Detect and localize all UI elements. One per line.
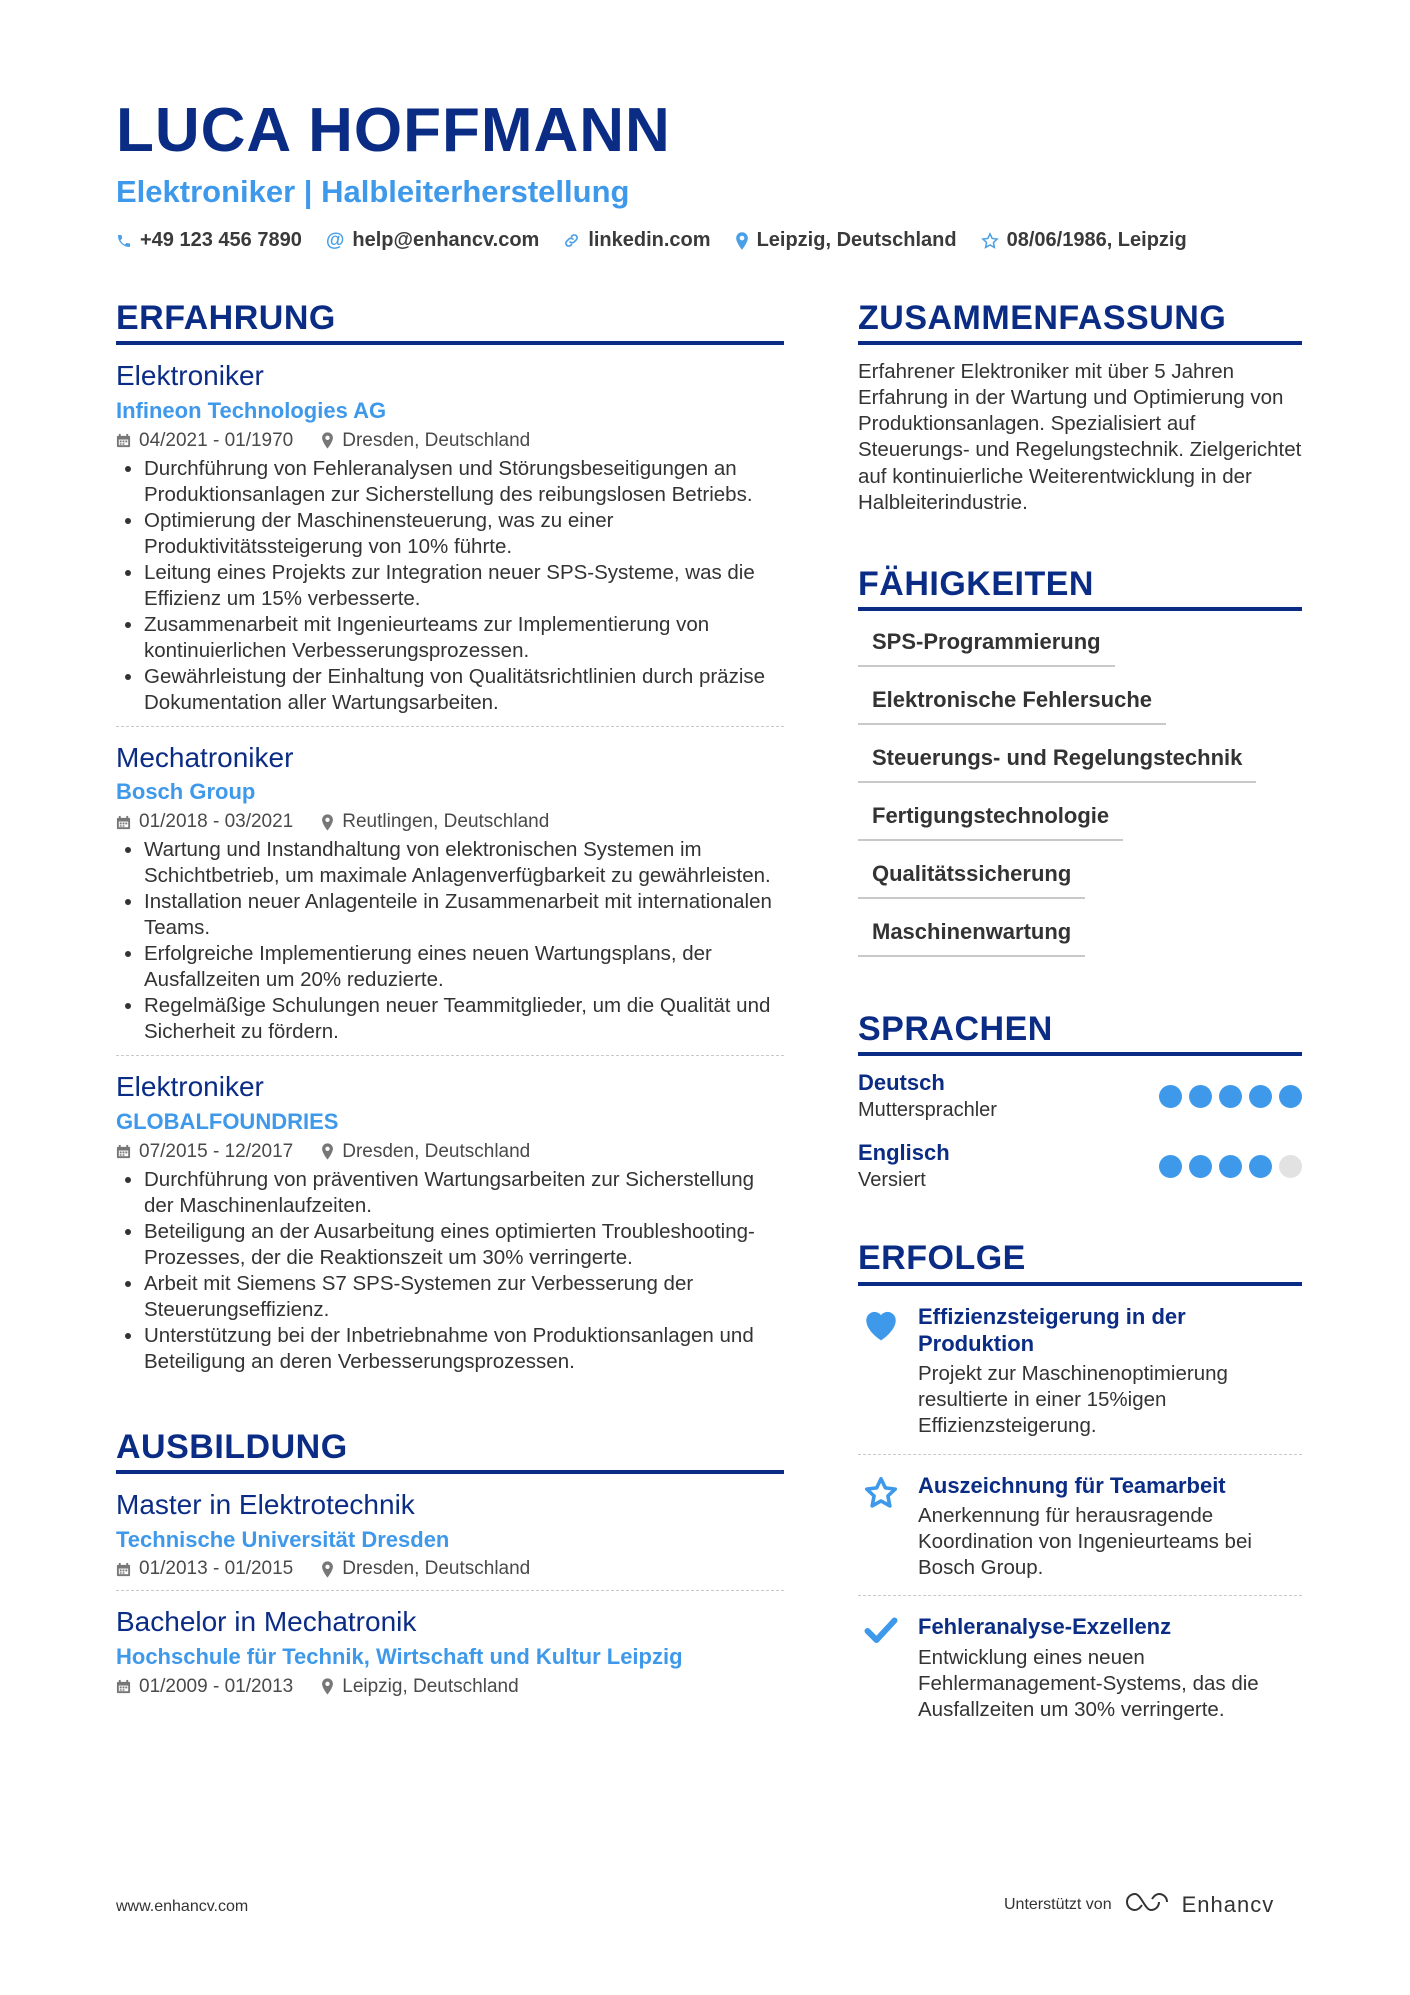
skills-list: [858, 625, 1302, 957]
job-location: [321, 1141, 530, 1163]
rating-dot-filled: [1249, 1085, 1272, 1108]
skill-tag: Elektronische Fehlersuche: [858, 683, 1166, 725]
experience-entry: [116, 359, 784, 727]
language-item: [858, 1140, 1302, 1192]
education-dates: [116, 1676, 293, 1698]
language-item: [858, 1070, 1302, 1122]
education-entry: [116, 1605, 784, 1707]
job-dates-text: 01/2018 - 03/2021: [139, 811, 294, 833]
location-pin-icon: [321, 814, 334, 831]
calendar-icon: [116, 815, 131, 830]
contact-email[interactable]: [326, 229, 539, 252]
summary-text: Erfahrener Elektroniker mit über 5 Jahren Erfahrung in der Wartung und Optimierung von Produktionsanlagen. Spezialisiert auf Steuerungs- und Regelungstechnik. Zielgerichtet auf kontinuierliche Weiterentwicklung in der Halbleiterindustrie.: [858, 360, 1302, 514]
education-location: [321, 1558, 530, 1580]
education-dates-text: 01/2013 - 01/2015: [139, 1558, 294, 1580]
job-meta: [116, 811, 784, 833]
link-icon: [563, 232, 580, 249]
achievement-title: Effizienzsteigerung in der Produktion: [918, 1303, 1186, 1356]
rating-dot-filled: [1249, 1155, 1272, 1178]
check-icon: [858, 1614, 904, 1723]
left-column: [116, 300, 784, 1722]
rating-dot-filled: [1189, 1085, 1212, 1108]
bullet: • Optimierung der Maschinensteuerung, was zu einer Produktivitätssteigerung von 10% führte.: [144, 508, 784, 560]
experience-heading: ERFAHRUNG: [116, 300, 784, 345]
experience-entry: [116, 741, 784, 1056]
star-icon: [858, 1473, 904, 1582]
language-level: Versiert: [858, 1169, 926, 1192]
languages-heading: SPRACHEN: [858, 1011, 1302, 1056]
email-text: help@enhancv.com: [352, 229, 540, 251]
education-location-text: Dresden, Deutschland: [342, 1558, 531, 1580]
language-rating: [1159, 1155, 1302, 1178]
achievements-heading: ERFOLGE: [858, 1240, 1302, 1285]
location-pin-icon: [735, 232, 749, 250]
linkedin-text: linkedin.com: [588, 229, 711, 251]
job-location-text: Dresden, Deutschland: [342, 429, 531, 451]
bullet: • Beteiligung an der Ausarbeitung eines optimierten Troubleshooting-Prozesses, der die Reaktionszeit um 30% verringerte.: [144, 1219, 784, 1271]
rating-dot-filled: [1219, 1155, 1242, 1178]
language-level: Muttersprachler: [858, 1099, 997, 1122]
powered-by-text: Unterstützt von: [1004, 1895, 1112, 1913]
brand-name: Enhancv: [1181, 1891, 1275, 1917]
achievement-item: [858, 1300, 1302, 1455]
achievement-item: [858, 1610, 1302, 1737]
calendar-icon: [116, 1562, 131, 1577]
degree: Bachelor in Mechatronik: [116, 1606, 417, 1638]
job-meta: [116, 430, 784, 452]
contact-bar: [116, 229, 1187, 252]
candidate-title: Elektroniker | Halbleiterherstellung: [116, 174, 630, 209]
job-dates: [116, 1141, 293, 1163]
rating-dot-filled: [1189, 1155, 1212, 1178]
rating-dot-filled: [1219, 1085, 1242, 1108]
education-dates: [116, 1558, 293, 1580]
contact-phone[interactable]: [116, 229, 302, 252]
achievement-desc: Projekt zur Maschinenoptimierung resultierte in einer 15%igen Effizienzsteigerung.: [918, 1362, 1228, 1438]
job-bullets: [116, 1167, 784, 1375]
job-meta: [116, 1141, 784, 1163]
job-location-text: Reutlingen, Deutschland: [342, 811, 550, 833]
phone-icon: [116, 233, 132, 249]
job-location: [321, 811, 549, 833]
bullet: • Installation neuer Anlagenteile in Zusammenarbeit mit internationalen Teams.: [144, 889, 784, 941]
job-location-text: Dresden, Deutschland: [342, 1140, 531, 1162]
education-meta: [116, 1676, 784, 1698]
achievement-desc: Anerkennung für herausragende Koordination von Ingenieurteams bei Bosch Group.: [918, 1504, 1252, 1580]
skills-heading: FÄHIGKEITEN: [858, 566, 1302, 611]
language-rating: [1159, 1085, 1302, 1108]
skill-tag: Fertigungstechnologie: [858, 799, 1123, 841]
achievement-item: [858, 1469, 1302, 1597]
bullet: • Regelmäßige Schulungen neuer Teammitglieder, um die Qualität und Sicherheit zu fördern.: [144, 993, 784, 1045]
calendar-icon: [116, 1144, 131, 1159]
bullet: • Durchführung von präventiven Wartungsarbeiten zur Sicherstellung der Maschinenlaufzeiten.: [144, 1167, 784, 1219]
right-column: [858, 300, 1302, 1751]
job-location: [321, 430, 530, 452]
bullet: • Durchführung von Fehleranalysen und Störungsbeseitigungen an Produktionsanlagen zur Sicherstellung des reibungslosen Betriebs.: [144, 456, 784, 508]
location-pin-icon: [321, 1678, 334, 1695]
star-outline-icon: [981, 232, 999, 250]
experience-entry: [116, 1070, 784, 1384]
job-company: Bosch Group: [116, 779, 256, 805]
bullet: • Zusammenarbeit mit Ingenieurteams zur Implementierung von kontinuierlichen Verbesserungsprozessen.: [144, 612, 784, 664]
achievement-title: Fehleranalyse-Exzellenz: [918, 1614, 1172, 1640]
rating-dot-empty: [1279, 1155, 1302, 1178]
education-dates-text: 01/2009 - 01/2013: [139, 1675, 294, 1697]
contact-birth: [981, 229, 1187, 252]
language-name: Deutsch: [858, 1070, 945, 1096]
bullet: • Leitung eines Projekts zur Integration neuer SPS-Systeme, was die Effizienz um 15% verbesserte.: [144, 560, 784, 612]
footer-website[interactable]: www.enhancv.com: [116, 1898, 249, 1915]
job-dates: [116, 811, 293, 833]
summary-heading: ZUSAMMENFASSUNG: [858, 300, 1302, 345]
degree: Master in Elektrotechnik: [116, 1489, 415, 1521]
education-location-text: Leipzig, Deutschland: [342, 1675, 519, 1697]
bullet: • Erfolgreiche Implementierung eines neuen Wartungsplans, der Ausfallzeiten um 20% reduzierte.: [144, 941, 784, 993]
footer-branding: [1004, 1890, 1274, 1919]
skill-tag: Steuerungs- und Regelungstechnik: [858, 741, 1256, 783]
heart-icon: [858, 1304, 904, 1440]
enhancv-logo-icon: [1124, 1890, 1170, 1919]
school: Technische Universität Dresden: [116, 1526, 450, 1552]
job-dates-text: 04/2021 - 01/1970: [139, 429, 294, 451]
phone-text: +49 123 456 7890: [140, 229, 302, 251]
skill-tag: Maschinenwartung: [858, 915, 1085, 957]
job-role: Elektroniker: [116, 360, 264, 392]
calendar-icon: [116, 433, 131, 448]
school: Hochschule für Technik, Wirtschaft und Kultur Leipzig: [116, 1643, 683, 1669]
location-text: Leipzig, Deutschland: [756, 229, 957, 251]
education-heading: AUSBILDUNG: [116, 1429, 784, 1474]
bullet: • Gewährleistung der Einhaltung von Qualitätsrichtlinien durch präzise Dokumentation aller Wartungsarbeiten.: [144, 664, 784, 716]
education-location: [321, 1676, 518, 1698]
at-icon: @: [325, 229, 345, 251]
contact-linkedin[interactable]: [563, 229, 710, 252]
rating-dot-filled: [1159, 1085, 1182, 1108]
job-dates-text: 07/2015 - 12/2017: [139, 1140, 294, 1162]
job-role: Elektroniker: [116, 1071, 264, 1103]
bullet: • Wartung und Instandhaltung von elektronischen Systemen im Schichtbetrieb, um maximale Anlagenverfügbarkeit zu gewährleisten.: [144, 837, 784, 889]
calendar-icon: [116, 1679, 131, 1694]
job-dates: [116, 430, 293, 452]
contact-location: [735, 229, 957, 252]
skill-tag: Qualitätssicherung: [858, 857, 1085, 899]
candidate-name: LUCA HOFFMANN: [116, 96, 671, 165]
education-meta: [116, 1558, 784, 1580]
bullet: • Unterstützung bei der Inbetriebnahme von Produktionsanlagen und Beteiligung an deren Verbesserungsprozessen.: [144, 1323, 784, 1375]
location-pin-icon: [321, 1143, 334, 1160]
job-company: GLOBALFOUNDRIES: [116, 1108, 339, 1134]
location-pin-icon: [321, 432, 334, 449]
job-bullets: [116, 456, 784, 716]
achievement-title: Auszeichnung für Teamarbeit: [918, 1472, 1226, 1498]
job-bullets: [116, 837, 784, 1045]
birth-text: 08/06/1986, Leipzig: [1006, 229, 1187, 251]
skill-tag: SPS-Programmierung: [858, 625, 1115, 667]
language-name: Englisch: [858, 1140, 950, 1166]
achievement-desc: Entwicklung eines neuen Fehlermanagement-Systems, das die Ausfallzeiten um 30% verringerte.: [918, 1646, 1259, 1722]
rating-dot-filled: [1279, 1085, 1302, 1108]
location-pin-icon: [321, 1561, 334, 1578]
job-role: Mechatroniker: [116, 741, 294, 773]
job-company: Infineon Technologies AG: [116, 397, 387, 423]
education-entry: [116, 1488, 784, 1591]
rating-dot-filled: [1159, 1155, 1182, 1178]
bullet: • Arbeit mit Siemens S7 SPS-Systemen zur Verbesserung der Steuerungseffizienz.: [144, 1271, 784, 1323]
